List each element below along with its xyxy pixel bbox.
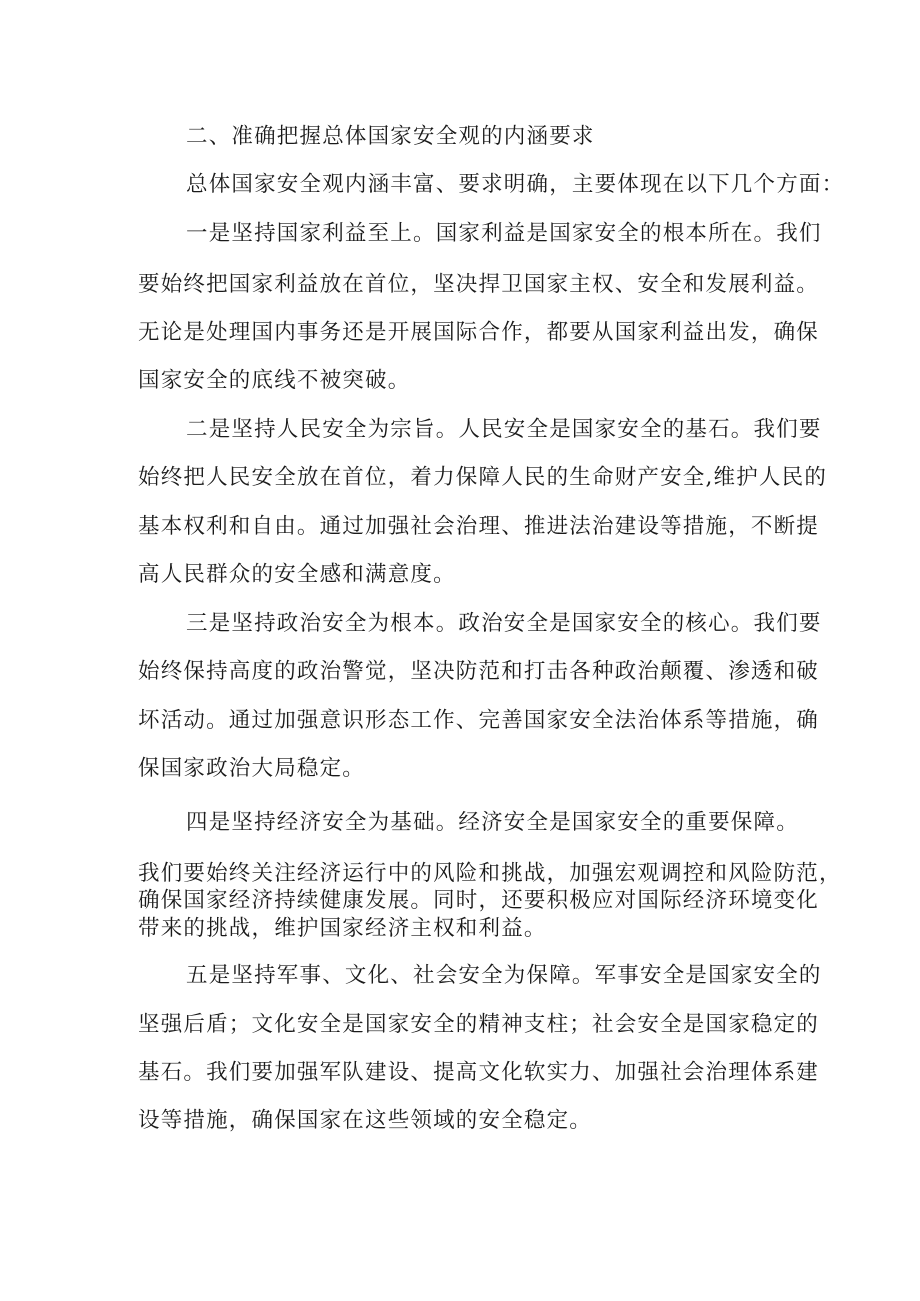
paragraph-line: 始终保持高度的政治警觉，坚决防范和打击各种政治颠覆、渗透和破 xyxy=(138,659,820,684)
paragraph-line: 国家安全的底线不被突破。 xyxy=(138,368,411,393)
paragraph-line: 基本权利和自由。通过加强社会治理、推进法治建设等措施，不断提 xyxy=(138,514,820,539)
intro-paragraph: 总体国家安全观内涵丰富、要求明确，主要体现在以下几个方面： xyxy=(186,172,845,197)
paragraph-line: 要始终把国家利益放在首位，坚决捍卫国家主权、安全和发展利益。 xyxy=(138,272,820,297)
paragraph-line: 基石。我们要加强军队建设、提高文化软实力、加强社会治理体系建 xyxy=(138,1060,820,1085)
paragraph-line: 一是坚持国家利益至上。国家利益是国家安全的根本所在。我们 xyxy=(186,221,822,246)
paragraph-line: 确保国家经济持续健康发展。同时，还要积极应对国际经济环境变化 xyxy=(138,888,820,913)
paragraph-line: 二是坚持人民安全为宗旨。人民安全是国家安全的基石。我们要 xyxy=(186,417,822,442)
paragraph-line: 四是坚持经济安全为基础。经济安全是国家安全的重要保障。 xyxy=(186,810,799,835)
paragraph-line: 保国家政治大局稳定。 xyxy=(138,756,366,781)
section-heading: 二、准确把握总体国家安全观的内涵要求 xyxy=(186,124,595,149)
paragraph-line: 坏活动。通过加强意识形态工作、完善国家安全法治体系等措施，确 xyxy=(138,708,820,733)
paragraph-line: 五是坚持军事、文化、社会安全为保障。军事安全是国家安全的 xyxy=(186,963,822,988)
paragraph-line: 始终把人民安全放在首位，着力保障人民的生命财产安全,维护人民的 xyxy=(138,465,828,490)
paragraph-line: 高人民群众的安全感和满意度。 xyxy=(138,562,456,587)
paragraph-line: 坚强后盾；文化安全是国家安全的精神支柱；社会安全是国家稳定的 xyxy=(138,1012,820,1037)
paragraph-line: 设等措施，确保国家在这些领域的安全稳定。 xyxy=(138,1108,593,1133)
paragraph-line: 我们要始终关注经济运行中的风险和挑战，加强宏观调控和风险防范， xyxy=(138,861,842,886)
paragraph-line: 带来的挑战，维护国家经济主权和利益。 xyxy=(138,916,547,941)
paragraph-line: 无论是处理国内事务还是开展国际合作，都要从国家利益出发，确保 xyxy=(138,320,820,345)
paragraph-line: 三是坚持政治安全为根本。政治安全是国家安全的核心。我们要 xyxy=(186,611,822,636)
